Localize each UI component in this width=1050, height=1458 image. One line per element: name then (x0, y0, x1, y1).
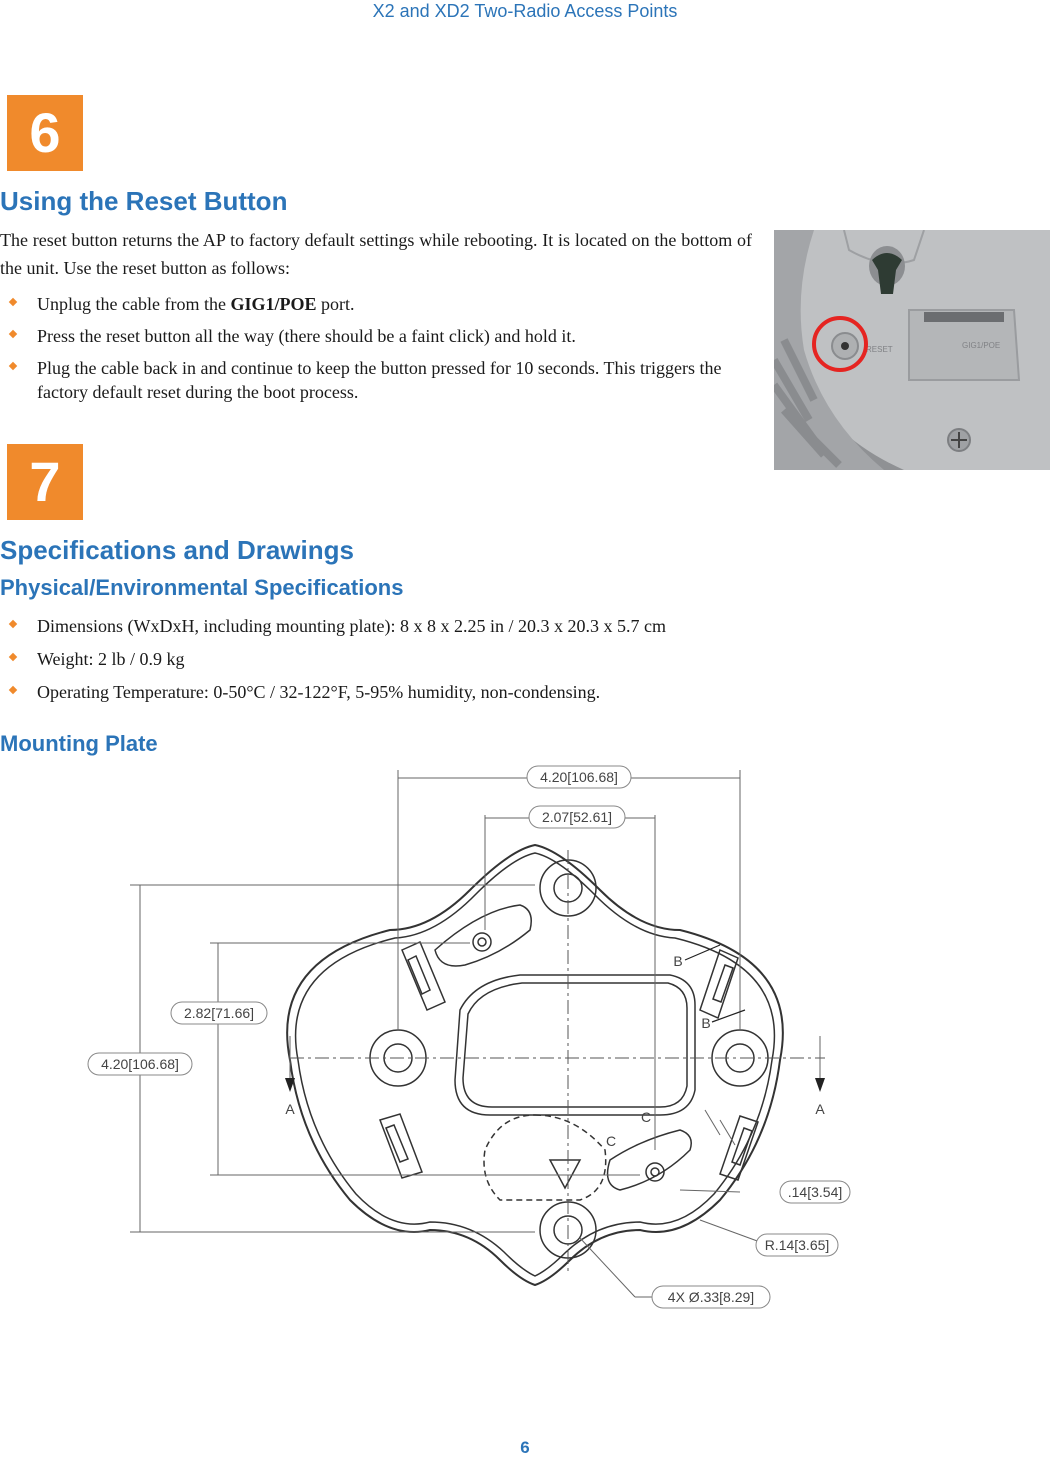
section-number-badge: 7 (7, 444, 83, 520)
reset-steps-list (0, 292, 760, 404)
section-number-badge: 6 (7, 95, 83, 171)
list-item: Weight: 2 lb / 0.9 kg (0, 647, 900, 671)
section-marker-c-bottom: C (605, 1133, 617, 1149)
reset-intro: The reset button returns the AP to factory default settings while rebooting. It is located on the bottom of the unit. Use the reset button as follows: (0, 230, 752, 278)
dimension-width-overall: 4.20[106.68] (540, 769, 618, 785)
mounting-plate-svg (80, 760, 860, 1320)
reset-button-photo (774, 230, 1050, 470)
dimension-holes: 4X Ø.33[8.29] (667, 1289, 755, 1305)
port-name: GIG1/POE (230, 294, 317, 314)
section-marker-a-left: A (285, 1101, 295, 1117)
dimension-height-overall: 4.20[106.68] (101, 1056, 179, 1072)
dimension-callouts (88, 766, 850, 1308)
mounting-plate-drawing (80, 760, 860, 1320)
list-item: Dimensions (WxDxH, including mounting plate): 8 x 8 x 2.25 in / 20.3 x 20.3 x 5.7 cm (0, 614, 900, 638)
mounting-plate-heading: Mounting Plate (0, 731, 158, 756)
photo-reset-label: RESET (866, 345, 893, 354)
dimension-height-holes: 2.82[71.66] (183, 1005, 255, 1021)
bullet-diamond-icon (9, 620, 17, 628)
list-item: Unplug the cable from the GIG1/POE port. (0, 292, 760, 316)
list-item: Operating Temperature: 0-50°C / 32-122°F, 5-95% humidity, non-condensing. (0, 680, 900, 704)
dimension-radius: R.14[3.65] (764, 1237, 830, 1253)
specs-list (0, 614, 900, 704)
list-item: Press the reset button all the way (there should be a faint click) and hold it. (0, 324, 760, 348)
section-title-specs: Specifications and Drawings (0, 535, 354, 565)
running-header: X2 and XD2 Two-Radio Access Points (372, 1, 678, 21)
bullet-diamond-icon (9, 362, 17, 370)
section-title-reset: Using the Reset Button (0, 186, 288, 216)
bullet-diamond-icon (9, 653, 17, 661)
photo-port-label: GIG1/POE (962, 341, 1001, 350)
section-marker-b-top: B (673, 953, 683, 969)
bullet-diamond-icon (9, 686, 17, 694)
section-marker-b-bottom: B (701, 1015, 711, 1031)
section-marker-c-top: C (640, 1109, 652, 1125)
bullet-diamond-icon (9, 330, 17, 338)
section-marker-a-right: A (815, 1101, 825, 1117)
bullet-diamond-icon (9, 298, 17, 306)
page-number: 6 (520, 1438, 530, 1457)
reset-button-photo-svg (774, 230, 1050, 470)
physical-specs-heading: Physical/Environmental Specifications (0, 575, 404, 600)
dimension-width-holes: 2.07[52.61] (541, 809, 613, 825)
dimension-gap: .14[3.54] (787, 1184, 843, 1200)
list-item: Plug the cable back in and continue to keep the button pressed for 10 seconds. This triggers the factory default reset during the boot process. (0, 356, 760, 404)
